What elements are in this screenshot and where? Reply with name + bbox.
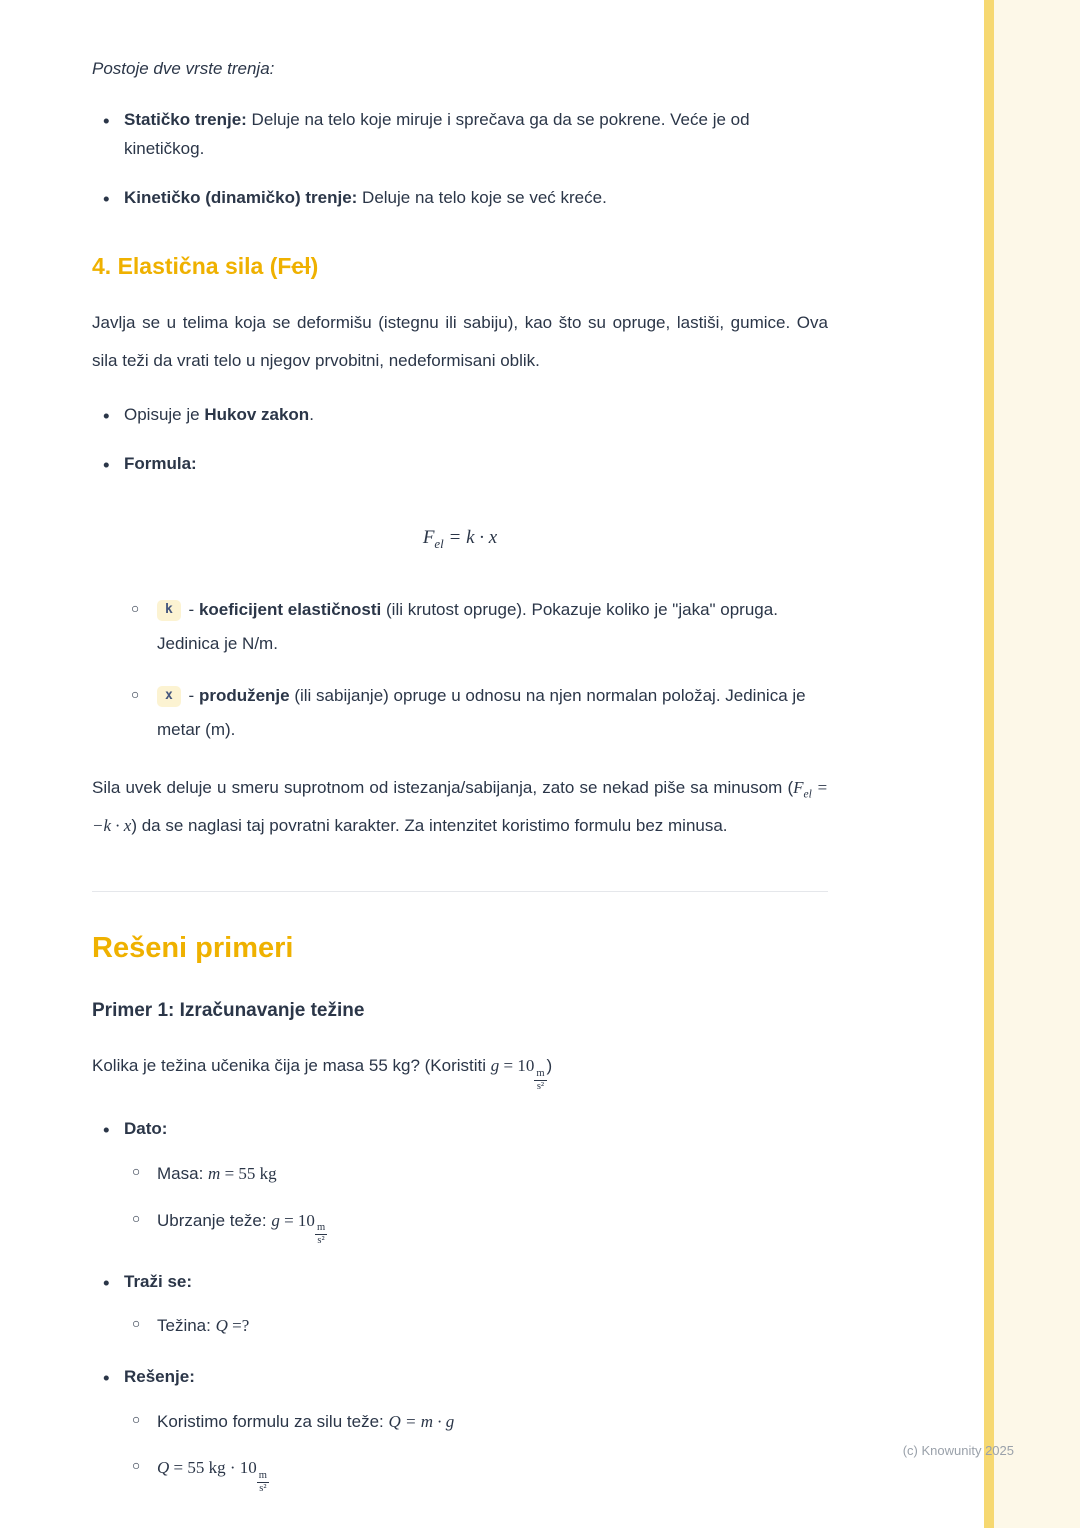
- given-gravity-math: [271, 1210, 327, 1247]
- given-label: Dato:: [124, 1119, 168, 1139]
- formula-subscript: el: [434, 535, 444, 551]
- fraction-denominator: s²: [317, 1235, 325, 1247]
- weight-unknown: =?: [227, 1316, 250, 1336]
- term-bold: Statičko trenje:: [124, 109, 247, 129]
- section-heading: [92, 252, 828, 282]
- given-mass-text: Masa:: [157, 1164, 209, 1184]
- law-bold: Hukov zakon: [204, 405, 310, 425]
- law-text: Opisuje je: [124, 405, 205, 425]
- list-item-hooke-law: [124, 401, 828, 430]
- gravity-fraction: [315, 1222, 327, 1247]
- fraction-numerator: m: [534, 1068, 546, 1081]
- weight-variable: Q: [215, 1316, 228, 1336]
- given-sublist: [124, 1158, 828, 1247]
- solution-step-1: [157, 1406, 828, 1438]
- formula-variable: F: [422, 526, 435, 548]
- solution-formula-rest: = m · g: [400, 1411, 455, 1431]
- solution-text: Koristimo formulu za silu teže:: [157, 1411, 389, 1431]
- heading-text: 4. Elastična sila (F: [92, 253, 292, 280]
- example1-question: [92, 1050, 828, 1093]
- calculation-fraction: [257, 1470, 269, 1495]
- example1-title: Primer 1: Izračunavanje težine: [92, 999, 365, 1021]
- question-math-rest: = 10: [499, 1056, 535, 1076]
- direction-note: [92, 769, 828, 844]
- term-item-x: [157, 679, 828, 747]
- gravity-value: = 10: [279, 1210, 315, 1230]
- solution-label: Rešenje:: [124, 1366, 195, 1386]
- hooke-law-list: [92, 401, 828, 479]
- term-bold: Kinetičko (dinamičko) trenje:: [124, 187, 358, 207]
- document-content: [92, 0, 828, 1495]
- given-gravity: [157, 1205, 828, 1248]
- code-chip-x: x: [157, 686, 181, 707]
- term-text: Deluje na telo koje se već kreće.: [357, 187, 607, 207]
- list-item-given: [124, 1115, 828, 1247]
- note-math-subscript: el: [803, 787, 812, 801]
- find-sublist: [124, 1310, 828, 1342]
- question-fraction: [534, 1068, 546, 1093]
- question-math-variable: g: [490, 1056, 500, 1076]
- solution-formula-math: [388, 1412, 454, 1431]
- solution-variable: Q: [388, 1411, 401, 1431]
- heading-text-end: ): [310, 253, 319, 280]
- elastic-force-intro: Javlja se u telima koja se deformišu (istegnu ili sabiju), kao što su opruge, lastiši, gumice. Ova sila teži da vrati telo u njegov prvobitni, nedeformisani oblik.: [92, 313, 828, 370]
- find-weight: [157, 1310, 828, 1342]
- mass-variable: m: [208, 1164, 221, 1184]
- hooke-formula: [92, 521, 828, 555]
- note-math-variable: F: [793, 778, 804, 798]
- watermark: (c) Knowunity 2025: [902, 1443, 1014, 1458]
- term-bold: produženje: [198, 686, 290, 706]
- term-text: Deluje na telo koje miruje i sprečava ga da se pokrene. Veće je od kinetičkog.: [124, 109, 750, 158]
- formula-label: Formula:: [124, 453, 197, 473]
- examples-heading: Rešeni primeri: [92, 931, 294, 964]
- note-math-rest: = −k · x: [92, 778, 828, 836]
- list-item-solution: [124, 1363, 828, 1495]
- term-text: (ili krutost opruge). Pokazuje koliko je "jaka" opruga. Jedinica je N/m.: [157, 600, 778, 654]
- calculation-values: = 55 kg · 10: [169, 1457, 257, 1477]
- intro-line: Postoje dve vrste trenja:: [92, 59, 275, 78]
- note-text: Sila uvek deluje u smeru suprotnom od istezanja/sabijanja, zato se nekad piše sa minusom (: [92, 778, 794, 798]
- fraction-numerator: m: [315, 1222, 327, 1235]
- example1-structure-list: [92, 1115, 828, 1495]
- calculation-variable: Q: [157, 1457, 170, 1477]
- fraction-numerator: m: [257, 1470, 269, 1483]
- formula-math: [422, 526, 498, 551]
- heading-strikethrough: el: [291, 253, 311, 280]
- list-item-static-friction: [124, 106, 828, 164]
- dash: -: [183, 686, 199, 706]
- term-bold: koeficijent elastičnosti: [198, 600, 382, 620]
- term-text: (ili sabijanje) opruge u odnosu na njen normalan položaj. Jedinica je metar (m).: [157, 686, 806, 740]
- solution-step-2: [157, 1452, 828, 1495]
- formula-rest: = k · x: [443, 526, 498, 548]
- find-text: Težina:: [157, 1316, 216, 1336]
- law-text-end: .: [309, 405, 314, 425]
- given-mass-math: [208, 1164, 277, 1183]
- solution-calculation-math: [157, 1457, 269, 1494]
- fraction-denominator: s²: [259, 1482, 267, 1494]
- find-math: [216, 1316, 250, 1335]
- page-edge-stripe: [984, 0, 1080, 1528]
- section-divider: [92, 891, 828, 892]
- fraction-denominator: s²: [536, 1081, 545, 1093]
- mass-value: = 55 kg: [220, 1164, 277, 1184]
- gravity-variable: g: [271, 1210, 280, 1230]
- question-inline-math: [490, 1056, 547, 1093]
- list-item-formula-label: [124, 450, 828, 479]
- term-item-k: [157, 593, 828, 661]
- find-label: Traži se:: [124, 1271, 193, 1291]
- list-item-find: [124, 1268, 828, 1343]
- code-chip-k: k: [157, 600, 181, 621]
- question-text-end: ): [546, 1056, 553, 1076]
- friction-types-list: [92, 106, 828, 213]
- solution-sublist: [124, 1406, 828, 1495]
- given-gravity-text: Ubrzanje teže:: [157, 1210, 272, 1230]
- list-item-kinetic-friction: [124, 184, 828, 213]
- question-text: Kolika je težina učenika čija je masa 55 kg? (Koristiti: [92, 1056, 491, 1076]
- note-text-end: ) da se naglasi taj povratni karakter. Za intenzitet koristimo formulu bez minusa.: [131, 816, 728, 836]
- formula-terms-list: [92, 593, 828, 747]
- given-mass: [157, 1158, 828, 1190]
- dash: -: [183, 600, 199, 620]
